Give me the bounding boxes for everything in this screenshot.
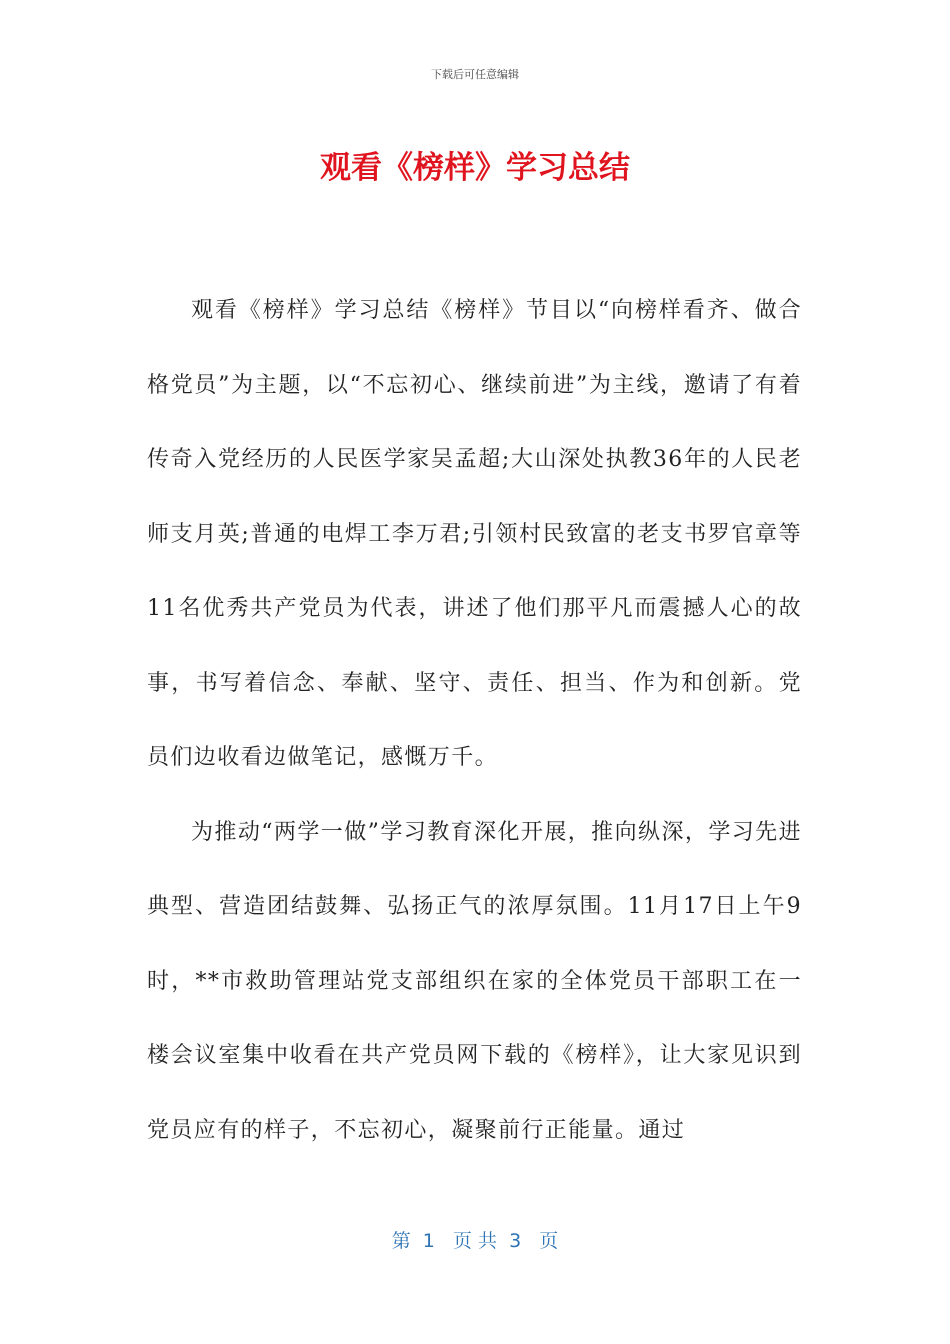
paragraph: 观看《榜样》学习总结《榜样》节目以“向榜样看齐、做合格党员”为主题，以“不忘初心、继续前进”为主线，邀请了有着传奇入党经历的人民医学家吴孟超;大山深处执教36年的人民老师支月英;普通的电焊工李万君;引领村民致富的老支书罗官章等11名优秀共产党员为代表，讲述了他们那平凡而震撼人心的故事，书写着信念、奉献、坚守、责任、担当、作为和创新。党员们边收看边做笔记，感慨万千。 <box>147 298 802 770</box>
page-number-footer: 第 1 页 共 3 页 <box>391 1230 559 1252</box>
document-title: 观看《榜样》学习总结 <box>320 150 630 186</box>
document-body <box>147 274 802 1168</box>
header-note: 下载后可任意编辑 <box>431 68 519 81</box>
paragraph: 为推动“两学一做”学习教育深化开展，推向纵深，学习先进典型、营造团结鼓舞、弘扬正气的浓厚氛围。11月17日上午9时，**市救助管理站党支部组织在家的全体党员干部职工在一楼会议室集中收看在共产党员网下载的《榜样》，让大家见识到党员应有的样子，不忘初心，凝聚前行正能量。通过 <box>147 819 802 1143</box>
